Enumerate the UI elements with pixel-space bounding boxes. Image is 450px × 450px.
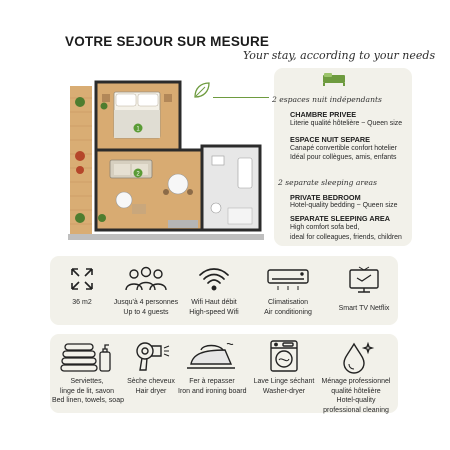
- feature-guests: [106, 266, 186, 317]
- feature-wifi: [184, 266, 244, 317]
- people-icon: [123, 266, 169, 292]
- feature-dryer-label-en: Hair dryer: [135, 387, 167, 395]
- iron-icon: [185, 340, 239, 372]
- feature-cleaning-label-4: professional cleaning: [323, 406, 389, 414]
- feature-tv-label: Smart TV Netflix: [338, 305, 390, 312]
- feature-cleaning-label-3: Hotel-quality: [336, 397, 376, 404]
- feature-iron-label-fr: Fer à repasser: [189, 378, 235, 385]
- floor-plan-illustration: [68, 78, 278, 248]
- feature-cleaning-label-1: Ménage professionnel: [321, 378, 391, 385]
- air-conditioner-icon: [266, 266, 310, 292]
- feature-surface: [56, 266, 108, 308]
- feature-wifi-label-fr: Wifi Haut débit: [191, 299, 237, 306]
- fr-room1-title: CHAMBRE PRIVEE: [290, 110, 357, 119]
- feature-linen-label-1: Serviettes,: [70, 378, 104, 385]
- water-drop-sparkle-icon: [336, 340, 376, 374]
- feature-air-conditioning: [254, 266, 322, 317]
- room-marker-1: 1: [136, 126, 140, 133]
- feature-linen-label-2: linge de lit, savon: [59, 387, 115, 395]
- page-subtitle: Your stay, according to your needs: [243, 49, 436, 62]
- feature-dryer-label-fr: Sèche cheveux: [127, 378, 175, 385]
- feature-cleaning: [318, 340, 394, 415]
- washing-machine-icon: [269, 340, 299, 372]
- en-room1-desc: Hotel-quality bedding ~ Queen size: [290, 202, 398, 209]
- feature-ac-label-en: Air conditioning: [264, 308, 312, 316]
- feature-iron: [178, 340, 246, 396]
- feature-surface-label: 36 m2: [72, 299, 92, 306]
- en-room2-title: SEPARATE SLEEPING AREA: [290, 214, 391, 223]
- fr-sleeping-heading: 2 espaces nuit indépendants: [272, 95, 382, 104]
- feature-wifi-label-en: High-speed Wifi: [189, 308, 239, 316]
- feature-cleaning-label-2: qualité hôtelière: [331, 387, 381, 395]
- expand-arrows-icon: [69, 266, 95, 292]
- towels-icon: [59, 340, 115, 372]
- feature-hair-dryer: [124, 340, 178, 396]
- feature-guests-label-en: Up to 4 guests: [123, 308, 169, 316]
- bed-icon: [322, 72, 346, 86]
- fr-room1-desc: Literie qualité hôtelière ~ Queen size: [290, 120, 403, 127]
- fr-room2-desc-2: Idéal pour collègues, amis, enfants: [290, 154, 397, 161]
- feature-washer-dryer: [252, 340, 316, 396]
- feature-guests-label-fr: Jusqu'à 4 personnes: [113, 299, 179, 306]
- wifi-icon: [198, 266, 230, 292]
- feature-washer-label-en: Washer-dryer: [262, 387, 306, 395]
- leaf-icon: [192, 80, 212, 100]
- feature-linen: [52, 340, 122, 406]
- fr-room2-desc-1: Canapé convertible confort hotelier: [290, 145, 397, 152]
- feature-ac-label-fr: Climatisation: [267, 299, 309, 306]
- en-sleeping-heading: 2 separate sleeping areas: [278, 178, 377, 187]
- hair-dryer-icon: [131, 340, 171, 372]
- feature-iron-label-en: Iron and ironing board: [178, 387, 247, 395]
- feature-smart-tv: [332, 266, 396, 314]
- en-room1-title: PRIVATE BEDROOM: [290, 193, 361, 202]
- connector-line: [213, 97, 269, 98]
- page-title: VOTRE SEJOUR SUR MESURE: [65, 34, 270, 49]
- fr-room2-title: ESPACE NUIT SEPARE: [290, 135, 371, 144]
- room-marker-2: 2: [136, 171, 140, 178]
- en-room2-desc-2: ideal for colleagues, friends, children: [290, 234, 402, 241]
- smart-tv-icon: [348, 266, 380, 294]
- feature-washer-label-fr: Lave Linge séchant: [253, 378, 315, 385]
- en-room2-desc-1: High comfort sofa bed,: [290, 224, 360, 231]
- feature-linen-label-3: Bed linen, towels, soap: [52, 397, 124, 404]
